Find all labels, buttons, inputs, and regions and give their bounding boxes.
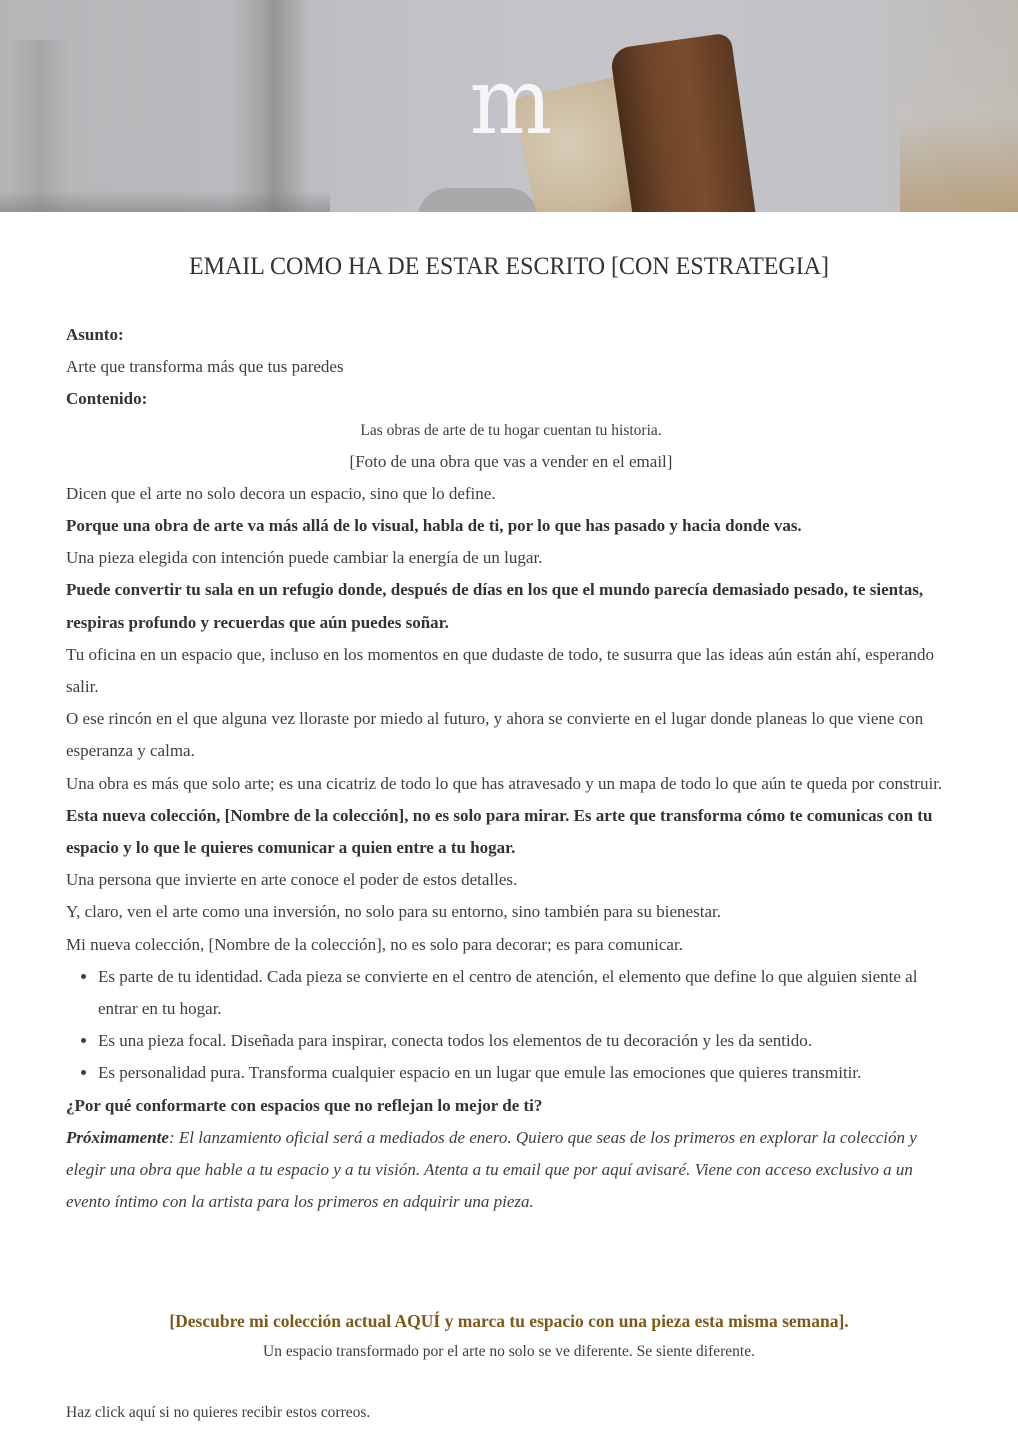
paragraph: Esta nueva colección, [Nombre de la colección], no es solo para mirar. Es arte que transforma cómo te comunicas con tu espacio y lo que le quieres comunicar a quien entre a tu hogar. xyxy=(66,805,933,858)
paragraph: O ese rincón en el que alguna vez lloraste por miedo al futuro, y ahora se convierte en el lugar donde planeas lo que viene con esperanza y calma. xyxy=(66,709,924,761)
tagline: Un espacio transformado por el arte no solo se ve diferente. Se siente diferente. xyxy=(263,1343,755,1360)
list-item: • Es parte de tu identidad. Cada pieza se convierte en el centro de atención, el elemento que define lo que alguien siente al entrar en tu hogar. xyxy=(98,961,956,1025)
unsubscribe-link[interactable]: Haz click aquí si no quieres recibir estos correos. xyxy=(66,1404,371,1421)
intro-line: Las obras de arte de tu hogar cuentan tu historia. xyxy=(360,421,662,439)
list-item: • Es una pieza focal. Diseñada para inspirar, conecta todos los elementos de tu decoración y les da sentido. xyxy=(98,1025,956,1057)
paragraph: Mi nueva colección, [Nombre de la colección], no es solo para decorar; es para comunicar. xyxy=(66,934,683,954)
paragraph: Una pieza elegida con intención puede cambiar la energía de un lugar. xyxy=(66,548,543,568)
announcement-label: Próximamente xyxy=(66,1127,169,1147)
content-label: Contenido: xyxy=(66,389,148,409)
paragraph: Tu oficina en un espacio que, incluso en los momentos en que dudaste de todo, te susurra que las ideas aún están ahí, esperando salir. xyxy=(66,644,935,697)
cta-link[interactable]: [Descubre mi colección actual AQUÍ y marca tu espacio con una pieza esta misma semana]. xyxy=(169,1311,849,1331)
benefits-list xyxy=(66,961,956,1090)
list-item: • Es personalidad pura. Transforma cualquier espacio en un lugar que emule las emociones que quieres transmitir. xyxy=(98,1057,956,1089)
paragraph: Una obra es más que solo arte; es una cicatriz de todo lo que has atravesado y un mapa de todo lo que aún te queda por construir. xyxy=(66,773,943,793)
email-body xyxy=(66,319,956,1218)
paragraph: Una persona que invierte en arte conoce el poder de estos detalles. xyxy=(66,870,518,890)
header-banner xyxy=(0,0,1018,212)
paragraph: Y, claro, ven el arte como una inversión, no solo para su entorno, sino también para su bienestar. xyxy=(66,902,721,922)
paragraph: Porque una obra de arte va más allá de lo visual, habla de ti, por lo que has pasado y hacia donde vas. xyxy=(66,516,802,536)
banner-object xyxy=(418,188,538,212)
announcement xyxy=(66,1122,956,1219)
question: ¿Por qué conformarte con espacios que no reflejan lo mejor de ti? xyxy=(66,1095,543,1115)
paragraph: Puede convertir tu sala en un refugio donde, después de días en los que el mundo parecía demasiado pesado, te sientas, respiras profundo y recuerdas que aún puedes soñar. xyxy=(66,580,924,632)
subject-label: Asunto: xyxy=(66,325,124,344)
banner-shade xyxy=(0,190,330,212)
paragraph: Dicen que el arte no solo decora un espacio, sino que lo define. xyxy=(66,483,496,503)
brand-logo: m xyxy=(469,48,549,155)
page-title: EMAIL COMO HA DE ESTAR ESCRITO [CON ESTRATEGIA] xyxy=(188,253,830,280)
photo-placeholder: [Foto de una obra que vas a vender en el email] xyxy=(349,451,673,471)
subject-value: Arte que transforma más que tus paredes xyxy=(66,357,344,377)
announcement-text: : El lanzamiento oficial será a mediados de enero. Quiero que seas de los primeros en explorar la colección y elegir una obra que hable a tu espacio y a tu visión. Atenta a tu email que por aquí avisaré. Viene con acceso exclusivo a un evento íntimo con la artista para los primeros en adquirir una pieza. xyxy=(66,1127,917,1212)
